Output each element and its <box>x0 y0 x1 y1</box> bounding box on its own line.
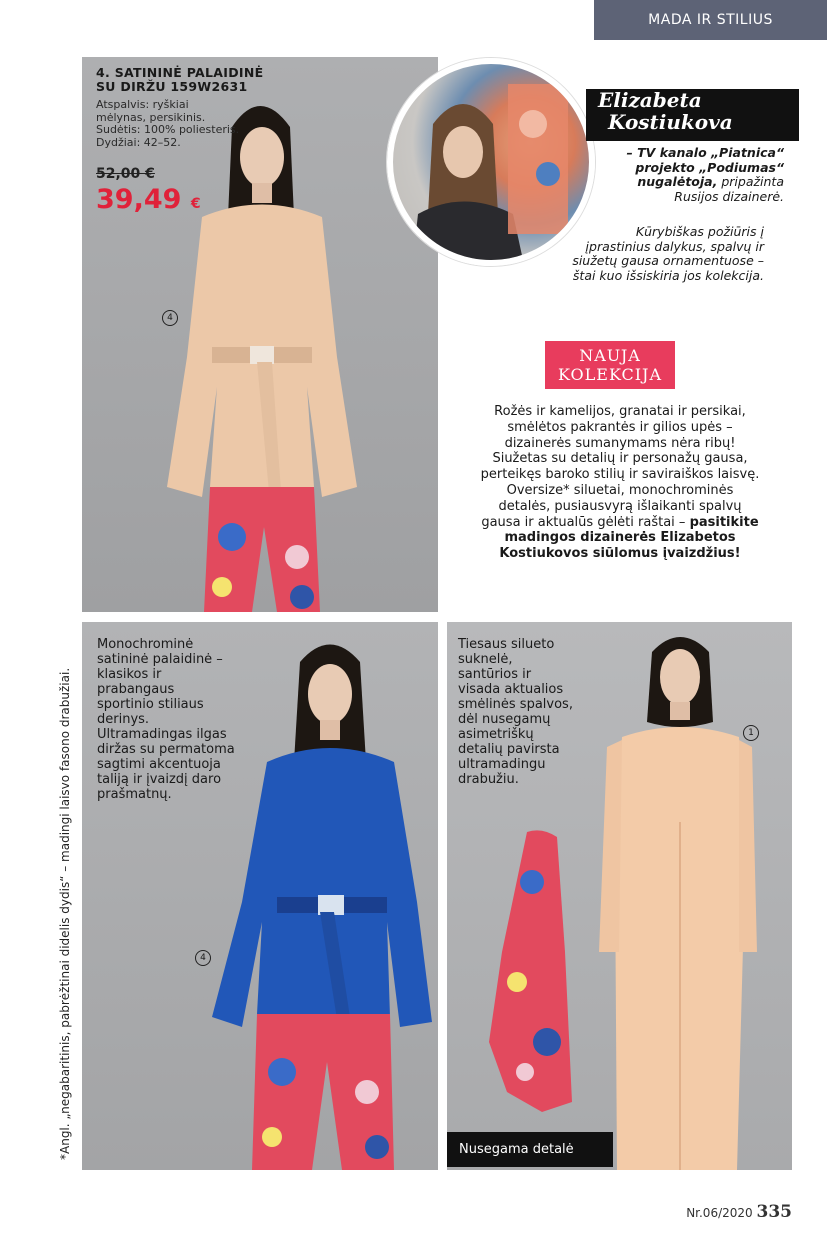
product-details: Atspalvis: ryškiai mėlynas, persikinis. Sudėtis: 100% poliesteris. Dydžiai: 42–52. <box>96 98 240 149</box>
item-marker: 1 <box>743 725 759 741</box>
item-marker: 4 <box>195 950 211 966</box>
designer-photo <box>387 58 595 266</box>
new-price: 39,49 € <box>96 184 201 215</box>
product-title: 4. SATININĖ PALAIDINĖ SU DIRŽU 159W2631 <box>96 65 264 94</box>
intro-paragraph: Rožės ir kamelijos, granatai ir persikai, smėlėtos pakrantės ir gilios upės – dizainerės sumanymams nėra ribų! Siužetas su detalių ir personažų gausa, perteikęs baroko stilių ir saviraiškos laisvę. Oversize* siluetai, monochrominės detalės, pusiausvyrą išlaikanti spalvų gausa ir aktualūs gėlėti raštai – pasitikite madingos dizainerės Elizabetos Kostiukovos siūlomus įvaizdžius! <box>480 404 760 562</box>
designer-quote: Kūrybiškas požiūris į įprastinius dalykus, spalvų ir siužetų gausa ornamentuose – štai kuo išsiskiria jos kolekcija. <box>572 224 764 283</box>
designer-illustration <box>393 64 589 260</box>
page-number: Nr.06/2020 335 <box>686 1202 792 1222</box>
designer-bio: – TV kanalo „Piatnica“ projekto „Podiumas“ nugalėtoja, pripažinta Rusijos dizainerė. <box>626 145 784 204</box>
detachable-detail-label: Nusegama detalė <box>447 1132 613 1167</box>
new-collection-badge: NAUJA KOLEKCIJA <box>545 341 675 389</box>
item-marker: 4 <box>162 310 178 326</box>
caption-dress: Tiesaus silueto suknelė, santūrios ir visada aktualios smėlinės spalvos, dėl nusegamų asimetriškų detalių pavirsta ultramadingu drabužiu. <box>458 637 573 787</box>
designer-name: Elizabeta Kostiukova <box>586 89 799 141</box>
old-price: 52,00 € <box>96 166 155 182</box>
caption-blue-blouse: Monochrominė satininė palaidinė – klasikos ir prabangaus sportinio stiliaus derinys. Ultramadingas ilgas diržas su permatoma sagtimi akcentuoja taliją ir įvaizdį daro prašmatnų. <box>97 637 235 802</box>
section-tag: MADA IR STILIUS <box>594 0 827 40</box>
footnote: *Angl. „negabaritinis, pabrėžtinai didelis dydis“ – madingi laisvo fasono drabužiai. <box>58 667 72 1160</box>
